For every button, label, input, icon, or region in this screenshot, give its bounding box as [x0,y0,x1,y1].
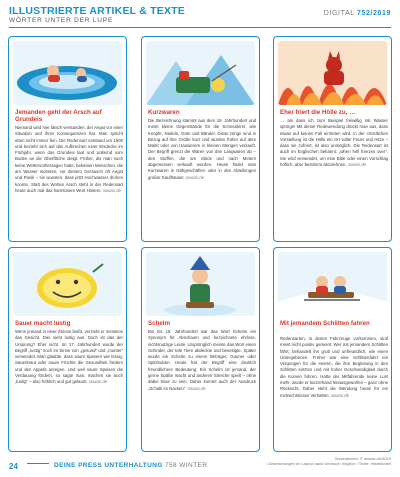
illustration-lemon [13,252,122,316]
card-source: sowas.de [330,392,350,398]
card-body [15,125,123,239]
article-card-3 [273,36,392,242]
illustration-ice-hole [13,41,122,105]
article-card-5 [141,247,260,452]
card-body [280,118,388,239]
card-text: Wenn jemand in einer Zitrone beißt, verzieht er meistens das Gesicht. Das sieht lustig aus. Doch ist das der Ursprung? Eher nicht. Im 17. Jahrhundert wurde der Begriff „lustig“ noch im Sinne von „gesund“ und „munter“ verwendet. Man glaubte, dass saure Speisen wie Essig, Sauerkraut oder saure Früchte die Gesundheit fördern und den Appetit anregen. Und weil saure Speisen die Verdauung fördern, so sagte man, machen sie auch „lustig“ – also fröhlich und gut gelaunt. [15,329,123,385]
card-source: sowas.de [187,385,206,391]
card-title: Mit jemandem Schlitten fahren [280,320,370,327]
magazine-issue: 758 WINTER [165,462,208,469]
illustration-sled [278,252,387,316]
card-text: Redensarten, in denen Fahrzeuge vorkommen, sind meist nicht positiv gemeint. Wer mit jemandem Schlitten fährt, behandelt ihn grob und unfreundlich, wie einen Untergebenen. Früher war eine Schlittenfahrt ein Vergnügen für die Herren, die ihre Begleitung in den Schlitten setzten und mit hoher Geschwindigkeit durch die Kurven fuhren. Hatte der Mitfahrende keine Lust mehr, wurde er kurzerhand hinausgeworfen – ganz ohne Rücksicht. Daher steht die Wendung heute für ein rücksichtsloses Verhalten. [280,336,388,398]
card-body [148,118,256,239]
card-source: sowas.de [102,187,121,193]
page-footer [9,456,391,474]
lemon-illustration [13,252,122,316]
digital-text: DIGITAL [323,10,355,17]
section-subtitle: WÖRTER UNTER DER LUPE [9,17,114,24]
page-header [9,5,391,27]
article-card-2 [141,36,260,242]
sewing-kit-illustration [146,41,255,105]
card-text: … als dass ich zum Beispiel freiwillig mit Wasser springe! Mit dieser Redewendung drückt man aus, dass etwas auf keinen Fall eintreten wird. In der christlichen Vorstellung ist die Hölle ein Ort voller Feuer und Hitze – dass sie zufriert, ist also unmöglich. Die Redensart ist auch im Englischen bekannt: „when hell freezes over“. Sie wird verwendet, um eine Bitte oder einen Vorschlag höflich, aber bestimmt abzulehnen. [280,118,388,168]
digital-label [324,10,391,17]
illustration-jester [146,252,255,316]
card-title: Eher friert die Hölle zu, … [280,109,356,116]
card-title: Sauer macht lustig [15,320,71,327]
section-title: ILLUSTRIERTE ARTIKEL & TEXTE [9,5,185,17]
card-body [15,329,123,449]
card-body [280,336,388,449]
card-body [148,329,256,449]
article-card-4 [8,247,127,452]
card-source: sowas.de [88,379,107,385]
magazine-title: DEINE PRESS UNTERHALTUNG [54,462,163,469]
sled-illustration [278,252,387,316]
frozen-hell-illustration [278,41,387,105]
ice-hole-illustration [13,41,122,105]
article-card-6 [273,247,392,452]
digital-code: 752/2019 [357,10,391,17]
jester-illustration [146,252,255,316]
page-number: 24 [9,462,18,471]
card-source: sowas.de [347,162,366,168]
illustration-frozen-hell [278,41,387,105]
header-divider [9,27,391,28]
credits-line-1: Illustrationen: © sowas.de/2019 [335,456,391,461]
illustration-sewing-kit [146,41,255,105]
footer-divider [27,463,49,464]
card-text: Die Bezeichnung stammt aus dem 18. Jahrhundert und meint kleine Gegenstände für die Schneiderei, wie Knöpfe, Nadeln, Garn und Bänder. Diese Dinge sind in Bezug auf ihre Größe kurz und wurden früher auf dem Markt oder von Hausierern in kleinen Mengen verkauft. Der Begriff grenzt die Waren von den Langwaren ab – den Stoffen, die am Stück und nach Metern abgemessen verkauft wurden. Heute findet man Kurzwaren in Nähgeschäften oder in den Abteilungen großer Kaufhäuser. [148,118,256,180]
card-title: Schelm [148,320,171,327]
magazine-name [54,462,207,469]
card-title: Jemanden geht der Arsch auf Grundeis [15,109,102,123]
credits [266,456,391,466]
card-title: Kurzwaren [148,109,180,116]
card-text: Niemand wird hier falsch verstanden, der Angst vor einer Situation und ihren Konsequenzen hat. Man spricht eben nicht immer fein. Die Redensart entstand um 1900 und bezieht sich auf das Aufbrechen einer Eisdecke im Frühjahr, wenn das Grundeis laut und polternd vom Boden an die Oberfläche steigt. Früher, als man noch keine Wettervorhersagen hatte, bekamen Menschen, die am Wasser wohnten, vor diesem Geräusch oft Angst und Panik – sie wussten, dass jetzt Hochwasser drohen konnte. Statt des Wortes Arsch steht in der Redensart heute auch mal das harmlosere Wort Hintern. [15,125,123,193]
card-source: sowas.de [186,174,205,180]
article-card-1 [8,36,127,242]
credits-line-2: • Abweichungen im Layout nach Umbruch möglich / Texte: redaktionell [266,461,391,466]
card-text: Bis ins 18. Jahrhundert war das Wort Schelm ein Synonym für Abschaum und bezeichnete ehrlose, nichtsnutzige Leute. Ursprünglich meinte das Wort einen Schinder, der tote Tiere abdeckte und beseitigte. Später wurde ein Schelm zu einem Betrüger, Gauner oder Spitzbuben. Heute hat der Begriff eine deutlich freundlichere Bedeutung: Ein Schelm ist jemand, der gerne Späße macht und anderen Streiche spielt – ohne dabei böse zu sein. Daher kommt auch der Ausdruck „Schalk im Nacken“. [148,329,256,391]
